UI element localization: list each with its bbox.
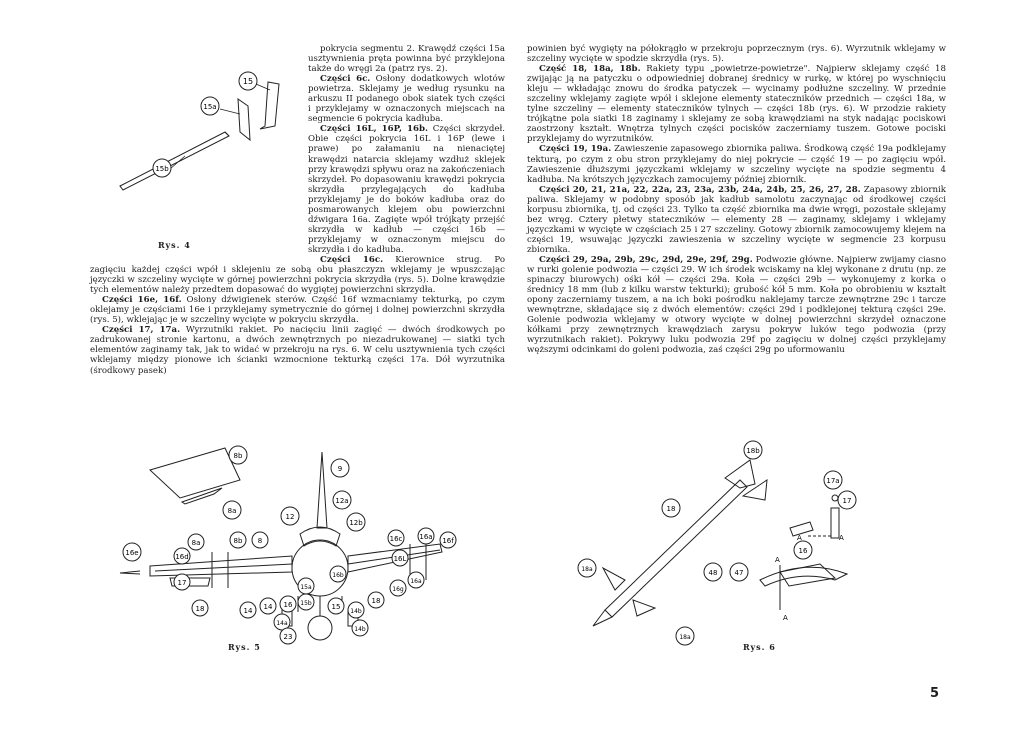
figure-5-labels <box>123 446 456 644</box>
section-mark-a: A <box>775 556 780 564</box>
figure-5-label <box>188 534 204 550</box>
svg-text:16c: 16c <box>389 535 403 543</box>
svg-text:14b: 14b <box>350 608 362 615</box>
svg-text:16: 16 <box>798 547 808 555</box>
svg-text:15b: 15b <box>155 165 169 173</box>
figure-6 <box>575 440 875 659</box>
svg-text:14: 14 <box>263 603 273 611</box>
svg-text:16: 16 <box>283 601 293 609</box>
figure-4-label-15 <box>239 72 257 90</box>
svg-text:8: 8 <box>257 537 263 545</box>
svg-text:16f: 16f <box>442 537 454 545</box>
left-paragraph: Części 16L, 16P, 16b. Części skrzydeł. Obie części pokrycia 16L i 16P (lewe i prawe) po załamaniu na nienaciętej krawędzi natarcia sklejamy wzdłuż sklejek przy krawędzi spływu oraz na zakończeniach skrzydeł. Po dopasowaniu krawędzi pokrycia skrzydła przylegających do kadłuba przyklejamy je do boków kadłuba oraz do posmarowanych klejem obu powierzchni dźwigara 16a. Zagięte wpół trójkąty przejść skrzydła w kadłub — części 16b — przyklejamy w oznaczonym miejscu do skrzydła i do kadłuba. <box>308 124 505 255</box>
figure-4-drawing <box>90 44 302 256</box>
figure-5-label <box>123 543 141 561</box>
figure-5-label <box>388 530 404 546</box>
right-paragraph: Części 29, 29a, 29b, 29c, 29d, 29e, 29f, 29g. Podwozie główne. Najpierw zwijamy ciasno w rurki golenie podwozia — części 29. W ich środek wciskamy na klej wykonane z drutu (np. ze spinaczy biurowych) ośki kół — części 29a. Koła — części 29b — wykonujemy z korka o średnicy 18 mm (lub z kilku warstw tekturki); grubość kół 5 mm. Koła po obrobieniu w kształt opony zaczerniamy tuszem, a na ich boki pośrodku naklejamy tarcze zewnętrzne 29c i tarcze wewnętrzne, składające się z dwóch elementów: części 29d i podklejonej tekturą części 29e. Golenie podwozia wklejamy w otwory wycięte w dolnej powierzchni skrzydeł oznaczone kółkami przy zewnętrznych krawędziach zarysu pokryw luków tego podwozia (przy wyrzutnikach rakiet). Pokrywy luku podwozia 29f po zagięciu w dolnej części przyklejamy węższymi odcinkami do goleni podwozia, zaś części 29g po uformowaniu <box>527 254 946 356</box>
svg-text:18: 18 <box>666 505 676 513</box>
svg-text:16a: 16a <box>419 533 433 541</box>
svg-text:8a: 8a <box>191 539 201 547</box>
figure-5-label <box>347 513 365 531</box>
svg-text:18a: 18a <box>581 566 593 573</box>
svg-text:17: 17 <box>177 579 187 587</box>
figure-6-labels <box>578 441 856 645</box>
svg-text:15a: 15a <box>300 584 312 591</box>
figure-6-label <box>730 563 748 581</box>
figure-5-label <box>192 600 208 616</box>
figure-6-label <box>704 563 722 581</box>
svg-text:14b: 14b <box>354 626 366 633</box>
figure-4-label-15b <box>153 159 171 177</box>
section-mark-a: A <box>839 534 844 542</box>
figure-4-caption: Rys. 4 <box>158 240 191 250</box>
figure-5 <box>110 440 500 659</box>
svg-text:17: 17 <box>842 497 852 505</box>
svg-text:12: 12 <box>285 513 295 521</box>
page-number: 5 <box>930 686 940 701</box>
section-mark-a: A <box>797 534 802 542</box>
svg-text:8b: 8b <box>233 537 243 545</box>
figure-5-label <box>298 594 314 610</box>
figure-5-label <box>331 459 349 477</box>
left-paragraph: Części 16c. Kierownice strug. Po zagięciu każdej części wpół i sklejeniu ze sobą obu płaszczyzn wklejamy je wpuszczając języczki w szczeliny wycięte w górnej powierzchni pokrycia skrzydła (rys. 5). Dolne krawędzie tych elementów należy przedtem dopasować do wygiętej powierzchni skrzydła. <box>90 254 505 296</box>
left-paragraph: Części 16e, 16f. Osłony dźwigienek sterów. Część 16f wzmacniamy tekturką, po czym oklejamy je częściami 16e i przyklejamy symetrycznie do górnej i dolnej powierzchni skrzydła (rys. 5), wklejając je w szczeliny wycięte w pokryciu skrzydła. <box>90 295 505 326</box>
svg-text:15: 15 <box>242 77 254 86</box>
svg-text:16d: 16d <box>175 553 189 561</box>
svg-text:12b: 12b <box>349 519 363 527</box>
figure-5-label <box>298 578 314 594</box>
figure-6-caption: Rys. 6 <box>743 642 776 652</box>
figure-5-label <box>348 602 364 618</box>
svg-text:16L: 16L <box>393 555 407 563</box>
left-paragraph: Części 6c. Osłony dodatkowych wlotów powietrza. Sklejamy je według rysunku na arkuszu II podanego obok siatek tych części i przyklejamy w oznaczonych miejscach na segmencie 6 pokrycia kadłuba. <box>308 74 505 125</box>
svg-text:18b: 18b <box>746 447 760 455</box>
figure-6-label <box>662 499 680 517</box>
svg-text:8a: 8a <box>227 507 237 515</box>
figure-5-label <box>174 574 190 590</box>
figure-5-label <box>333 491 351 509</box>
figure-5-label <box>174 548 190 564</box>
svg-text:48: 48 <box>708 569 718 577</box>
figure-5-label <box>240 602 256 618</box>
figure-4 <box>90 44 302 256</box>
svg-text:23: 23 <box>283 633 293 641</box>
svg-text:14: 14 <box>243 607 253 615</box>
left-paragraph: Części 17, 17a. Wyrzutniki rakiet. Po nacięciu linii zagięć — dwóch środkowych po zadrukowanej stronie kartonu, a dwóch zewnętrznych po niezadrukowanej — siatki tych elementów zaginamy tak, jak to widać w przekroju na rys. 6. W celu usztywnienia tych części wklejamy między pionowe ich ścianki wzmocnione tekturką części 17a. Dół wyrzutnika (środkowy pasek) <box>90 325 505 376</box>
figure-6-label <box>578 559 596 577</box>
figure-6-label <box>744 441 762 459</box>
figure-6-label <box>676 627 694 645</box>
figure-4-label-15a <box>201 97 219 115</box>
figure-5-label <box>330 566 346 582</box>
svg-text:16b: 16b <box>332 572 344 579</box>
figure-5-label <box>280 596 296 612</box>
figure-5-label <box>440 532 456 548</box>
left-paragraph: pokrycia segmentu 2. Krawędź części 15a usztywnienia pręta powinna być przyklejona także do wręgi 2a (patrz rys. 2). <box>308 44 505 75</box>
right-paragraph: Część 18, 18a, 18b. Rakiety typu „powietrze-powietrze". Najpierw sklejamy część 18 zwijając ją na patyczku o odpowiedniej dobranej średnicy w rurkę, w której po wyschnięciu kleju — wkładając znowu do środka patyczek — wycinamy podłużne szczeliny. W przednie szczeliny wklejamy zagięte wpół i sklejone elementy stateczników przednich — części 18a, w tylne szczeliny — elementy stateczników tylnych — części 18b (rys. 6). W przodzie rakiety trójkątne pola siatki 18 zaginamy i sklejamy ze sobą krawędziami na styk nadając pociskowi zaostrzony kształt. Wnętrza tylnych części pocisków zaczerniamy tuszem. Gotowe pociski przyklejamy do wyrzutników. <box>527 64 946 145</box>
svg-text:12a: 12a <box>335 497 349 505</box>
right-text-column <box>527 44 946 355</box>
svg-text:15: 15 <box>331 603 341 611</box>
svg-text:15b: 15b <box>300 600 312 607</box>
svg-text:47: 47 <box>734 569 744 577</box>
figure-5-label <box>260 598 276 614</box>
figure-5-label <box>368 592 384 608</box>
figure-6-drawing <box>575 440 875 655</box>
svg-text:9: 9 <box>337 465 343 473</box>
section-mark-a: A <box>783 614 788 622</box>
svg-text:17a: 17a <box>826 477 840 485</box>
figure-5-label <box>392 550 408 566</box>
figure-5-label <box>229 446 247 464</box>
left-text-column <box>90 44 505 376</box>
figure-5-label <box>328 598 344 614</box>
svg-text:16e: 16e <box>125 549 139 557</box>
svg-text:18: 18 <box>195 605 205 613</box>
figure-5-label <box>252 532 268 548</box>
right-paragraph: Części 20, 21, 21a, 22, 22a, 23, 23a, 23b, 24a, 24b, 25, 26, 27, 28. Zapasowy zbiornik paliwa. Sklejamy w podobny sposób jak kadłub samolotu zaczynając od środkowej części korpusu zbiornika, tj. od części 23. Tylko ta część zbiornika ma dwie wręgi, pozostałe sklejamy bez wręg. Cztery płetwy stateczników — elementy 28 — zaginamy, sklejamy i wklejamy języczkami w wycięte w częściach 25 i 27 szczeliny. Gotowy zbiornik zamocowujemy klejem na części 19, wsuwając języczki zawieszenia w szczeliny wycięte w segmencie 23 korpusu zbiornika. <box>527 184 947 255</box>
figure-5-label <box>230 532 246 548</box>
figure-5-drawing <box>110 440 500 655</box>
figure-5-label <box>281 507 299 525</box>
figure-5-label <box>352 620 368 636</box>
figure-6-label <box>838 491 856 509</box>
svg-text:16a: 16a <box>410 578 422 585</box>
figure-5-label <box>223 501 241 519</box>
figure-5-label <box>280 628 296 644</box>
svg-text:14a: 14a <box>276 620 288 627</box>
right-paragraph: Części 19, 19a. Zawieszenie zapasowego zbiornika paliwa. Środkową część 19a podklejamy tekturą, po czym z obu stron przyklejamy do niej pokrycie — część 19 — po zagięciu wpół. Zawieszenie dłuższymi języczkami wklejamy w szczeliny wycięte na spodzie segmentu 4 kadłuba. Na krótszych języczkach zamocujemy później zbiornik. <box>527 144 946 185</box>
figure-5-label <box>418 528 434 544</box>
svg-text:15a: 15a <box>203 103 217 111</box>
figure-6-label <box>824 471 842 489</box>
svg-text:8b: 8b <box>233 452 243 460</box>
svg-text:16g: 16g <box>392 586 404 593</box>
figure-5-label <box>390 580 406 596</box>
right-paragraph: powinien być wygięty na półokrągło w przekroju poprzecznym (rys. 6). Wyrzutnik wklejamy w szczeliny wycięte w spodzie skrzydła (rys. 5). <box>527 44 946 65</box>
figure-5-caption: Rys. 5 <box>228 642 261 652</box>
svg-text:18a: 18a <box>679 634 691 641</box>
figure-5-label <box>408 572 424 588</box>
figure-6-label <box>794 541 812 559</box>
svg-text:18: 18 <box>371 597 381 605</box>
